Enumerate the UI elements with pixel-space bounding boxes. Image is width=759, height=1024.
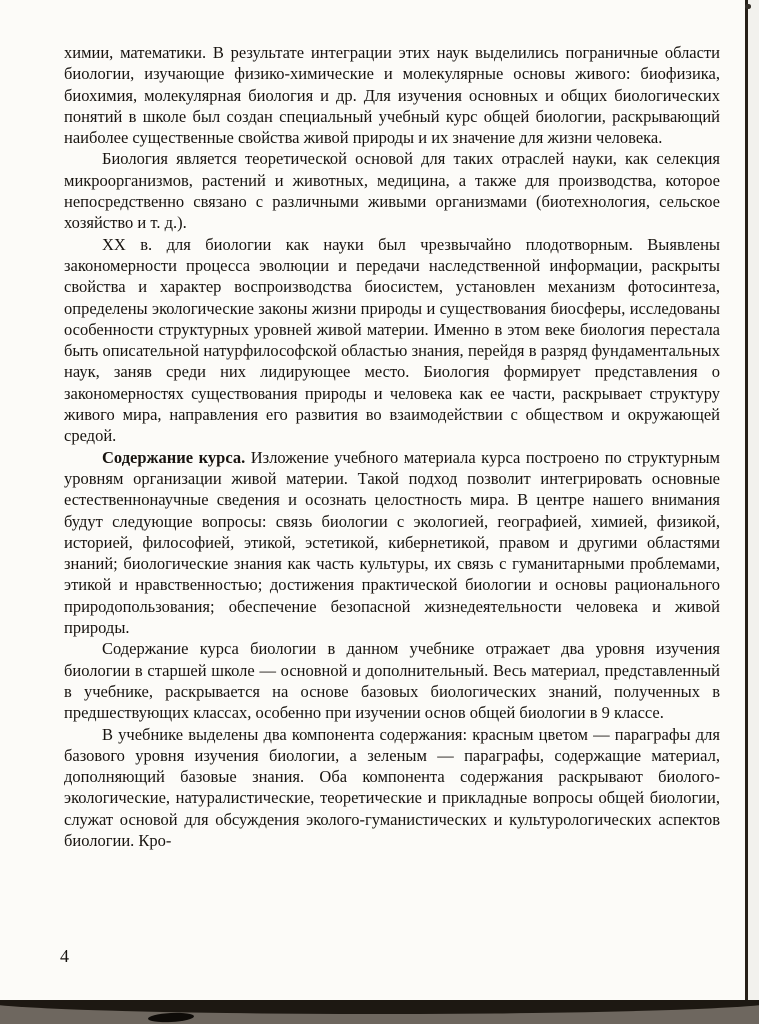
paragraph-lead-bold: Содержание курса. (102, 447, 246, 467)
paragraph: химии, математики. В результате интеграции этих наук выделились пограничные области биологии, изучающие физико-химические и молекулярные основы живого: биофизика, биохимия, молекулярная биология и др. Для изучения основных и общих биологических понятий в школе был создан специальный учебный курс общей биологии, раскрывающий наиболее существенные свойства живой природы и их значение для жизни человека. (64, 43, 720, 148)
paragraph: Содержание курса биологии в данном учебнике отражает два уровня изучения биологии в старшей школе — основной и дополнительный. Весь материал, представленный в учебнике, раскрывается на основе базовых биологических знаний, полученных в предшествующих классах, особенно при изучении основ общей биологии в 9 классе. (64, 639, 720, 723)
paragraph: В учебнике выделены два компонента содержания: красным цветом — параграфы для базового уровня изучения биологии, а зеленым — параграфы, содержащие материал, дополняющий базовые знания. Оба компонента содержания раскрывают биолого-экологические, натуралистические, теоретические и прикладные вопросы общей биологии, служат основой для обсуждения эколого-гуманистических и культурологических аспектов биологии. Кро- (64, 724, 720, 850)
scan-edge-right (745, 0, 759, 1024)
paragraph (64, 447, 720, 639)
page-number: 4 (60, 946, 69, 966)
paragraph: XX в. для биологии как науки был чрезвычайно плодотворным. Выявлены закономерности процесса эволюции и передачи наследственной информации, раскрыты свойства и характер воспроизводства биосистем, установлен механизм фотосинтеза, определены экологические законы жизни природы и существования биосферы, исследованы особенности структурных уровней живой материи. Именно в этом веке биология перестала быть описательной натурфилософской областью знания, перейдя в разряд фундаментальных наук, заняв среди них лидирующее место. Биология формирует представления о закономерностях существования природы и человека как ее части, раскрывает структуру живого мира, направления его развития во взаимодействии с обществом и окружающей средой. (64, 234, 720, 446)
paragraph-text: Изложение учебного материала курса построено по структурным уровням организации живой материи. Такой подход позволит интегрировать основные естественнонаучные сведения и осознать целостность мира. В центре нашего внимания будут следующие вопросы: связь биологии с экологией, географией, химией, физикой, историей, философией, этикой, эстетикой, кибернетикой, правом и другими областями знаний; биологические знания как часть культуры, их связь с гуманитарными проблемами, этикой и нравственностью; достижения практической биологии и основы рационального природопользования; обеспечение безопасной жизнедеятельности человека и живой природы. (64, 447, 720, 638)
scan-artifact-top-right (745, 4, 751, 9)
page-text (64, 42, 720, 851)
paragraph: Биология является теоретической основой для таких отраслей науки, как селекция микроорганизмов, растений и животных, медицина, а также для производства, которое непосредственно связано с различными живыми организмами (биотехнология, сельское хозяйство и т. д.). (64, 149, 720, 233)
